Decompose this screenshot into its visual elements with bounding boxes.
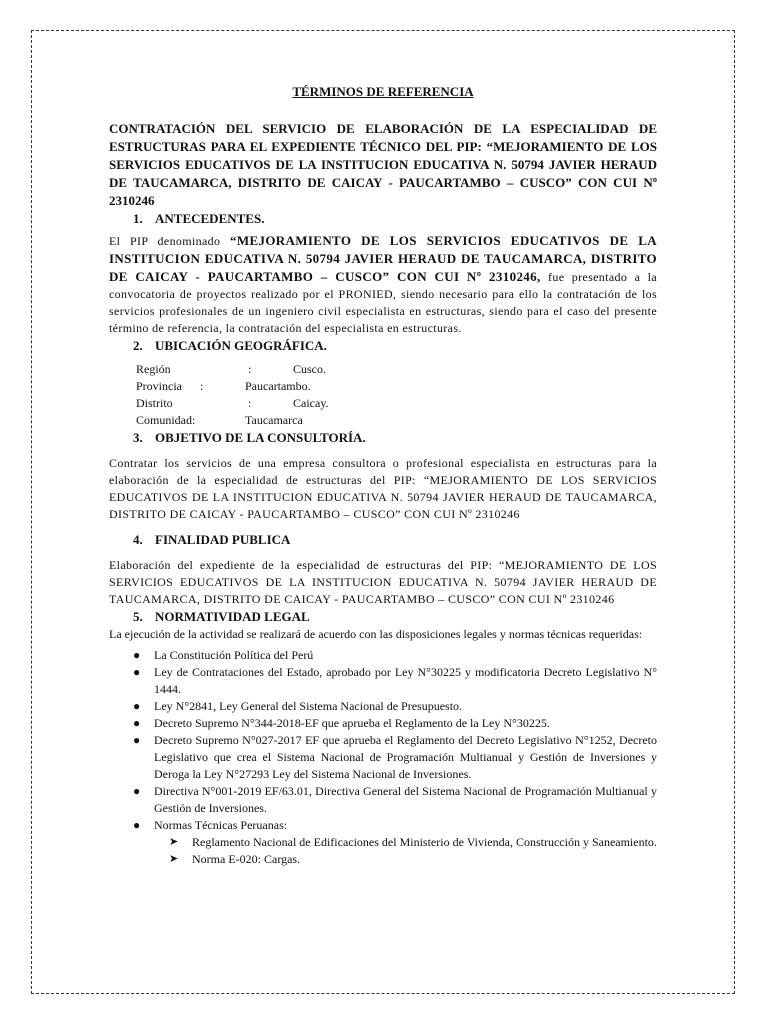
section-title: UBICACIÓN GEOGRÁFICA. — [155, 338, 327, 353]
section-number: 1. — [133, 211, 143, 226]
location-key: Provincia — [136, 379, 182, 393]
section-5-intro: La ejecución de la actividad se realizará de acuerdo con las disposiciones legales y normas técnicas requeridas: — [109, 627, 643, 641]
list-item — [109, 647, 657, 664]
list-item — [109, 817, 657, 868]
bullet-icon: ● — [133, 716, 141, 730]
section-title: NORMATIVIDAD LEGAL — [155, 609, 310, 624]
location-sep: : — [200, 379, 204, 393]
list-item-text: Decreto Supremo N°027-2017 EF que aprueba el Reglamento del Decreto Legislativo N°1252, Decreto Legislativo que crea el Sistema Nacional de Programación Multianual y Gestión de Inversiones y Deroga la Ley N°27293 Ley del Sistema Nacional de Inversiones. — [154, 733, 657, 781]
bullet-icon: ● — [133, 733, 141, 747]
section-number: 2. — [133, 338, 143, 353]
bullet-icon: ● — [133, 784, 141, 798]
section-1-heading — [109, 210, 657, 228]
section-title: ANTECEDENTES. — [155, 211, 265, 226]
list-item-text: Directiva N°001-2019 EF/63.01, Directiva General del Sistema Nacional de Programación Multianual y Gestión de Inversiones. — [154, 784, 657, 815]
section-3-heading — [109, 429, 657, 447]
section-title: OBJETIVO DE LA CONSULTORÍA. — [155, 430, 366, 445]
section-title: FINALIDAD PUBLICA — [155, 532, 291, 547]
sub-list-item-text: Norma E-020: Cargas. — [192, 852, 301, 866]
location-value: Caicay. — [293, 396, 329, 410]
location-row-district — [136, 395, 657, 412]
list-item — [109, 732, 657, 783]
location-row-region — [136, 361, 657, 378]
document-body — [109, 84, 657, 868]
text-suffix: fue presentado a la convocatoria de proyectos realizado por el PRONIED, siendo necesario para ello la contratación de los servicios profesionales de un ingeniero civil especialista en estructuras, siendo para el caso del presente término de referencia, la contratación del especialista en estructuras. — [109, 270, 657, 335]
sub-list-item — [109, 834, 657, 851]
location-key: Comunidad: — [136, 413, 196, 427]
section-3-text: Contratar los servicios de una empresa consultora o profesional especialista en estructuras para la elaboración de la especialidad de estructuras del PIP: “MEJORAMIENTO DE LOS SERVICIOS EDUCATIVOS DE LA INSTITUCION EDUCATIVA N. 50794 JAVIER HERAUD DE TAUCAMARCA, DISTRITO DE CAICAY - PAUCARTAMBO – CUSCO” CON CUI Nº 2310246 — [109, 456, 657, 521]
list-item-text: Decreto Supremo N°344-2018-EF que aprueba el Reglamento de la Ley N°30225. — [154, 716, 550, 730]
arrow-icon: ➤ — [169, 853, 179, 865]
section-number: 4. — [133, 532, 143, 547]
list-item-text: Normas Técnicas Peruanas: — [154, 818, 288, 832]
list-item — [109, 715, 657, 732]
arrow-icon: ➤ — [169, 836, 179, 848]
list-item — [109, 664, 657, 698]
section-1-text — [109, 232, 657, 337]
location-sep: : — [248, 396, 252, 410]
document-title: TÉRMINOS DE REFERENCIA — [292, 84, 474, 99]
contract-heading: CONTRATACIÓN DEL SERVICIO DE ELABORACIÓN DE LA ESPECIALIDAD DE ESTRUCTURAS PARA EL EXPEDIENTE TÉCNICO DEL PIP: “MEJORAMIENTO DE LOS SERVICIOS EDUCATIVOS DE LA INSTITUCION EDUCATIVA N. 50794 JAVIER HERAUD DE TAUCAMARCA, DISTRITO DE CAICAY - PAUCARTAMBO – CUSCO” CON CUI Nº 2310246 — [109, 121, 657, 208]
section-4-text: Elaboración del expediente de la especialidad de estructuras del PIP: “MEJORAMIENTO DE LOS SERVICIOS EDUCATIVOS DE LA INSTITUCION EDUCATIVA N. 50794 JAVIER HERAUD DE TAUCAMARCA, DISTRITO DE CAICAY - PAUCARTAMBO – CUSCO” CON CUI Nº 2310246 — [109, 558, 657, 606]
list-item — [109, 783, 657, 817]
section-number: 3. — [133, 430, 143, 445]
section-4-heading — [109, 531, 657, 549]
bullet-icon: ● — [133, 665, 141, 679]
list-item-text: La Constitución Política del Perú — [154, 648, 314, 662]
section-2-heading — [109, 337, 657, 355]
list-item-text: Ley de Contrataciones del Estado, aprobado por Ley N°30225 y modificatoria Decreto Legislativo N° 1444. — [154, 665, 657, 696]
bullet-icon: ● — [133, 699, 141, 713]
text-prefix: El PIP denominado — [109, 234, 230, 248]
sub-list-item — [109, 851, 657, 868]
list-item — [109, 698, 657, 715]
location-key: Región — [136, 362, 171, 376]
location-value: Taucamarca — [245, 413, 303, 427]
location-value: Paucartambo. — [245, 379, 311, 393]
project-name-bold: “MEJORAMIENTO DE LOS SERVICIOS EDUCATIVOS DE LA INSTITUCION EDUCATIVA N. 50794 JAVIER HERAUD DE TAUCAMARCA, DISTRITO DE CAICAY - PAUCARTAMBO – CUSCO” CON CUI Nº 2310246, — [109, 233, 657, 284]
legal-list — [109, 647, 657, 868]
location-row-community — [136, 412, 657, 429]
location-row-province — [136, 378, 657, 395]
section-5-heading — [109, 608, 657, 626]
section-number: 5. — [133, 609, 143, 624]
location-value: Cusco. — [293, 362, 326, 376]
location-sep: : — [248, 362, 252, 376]
bullet-icon: ● — [133, 818, 141, 832]
technical-norms-list — [109, 834, 657, 868]
bullet-icon: ● — [133, 648, 141, 662]
location-table — [136, 361, 657, 429]
location-key: Distrito — [136, 396, 173, 410]
list-item-text: Ley N°2841, Ley General del Sistema Nacional de Presupuesto. — [154, 699, 463, 713]
sub-list-item-text: Reglamento Nacional de Edificaciones del Ministerio de Vivienda, Construcción y Saneamiento. — [192, 835, 657, 849]
